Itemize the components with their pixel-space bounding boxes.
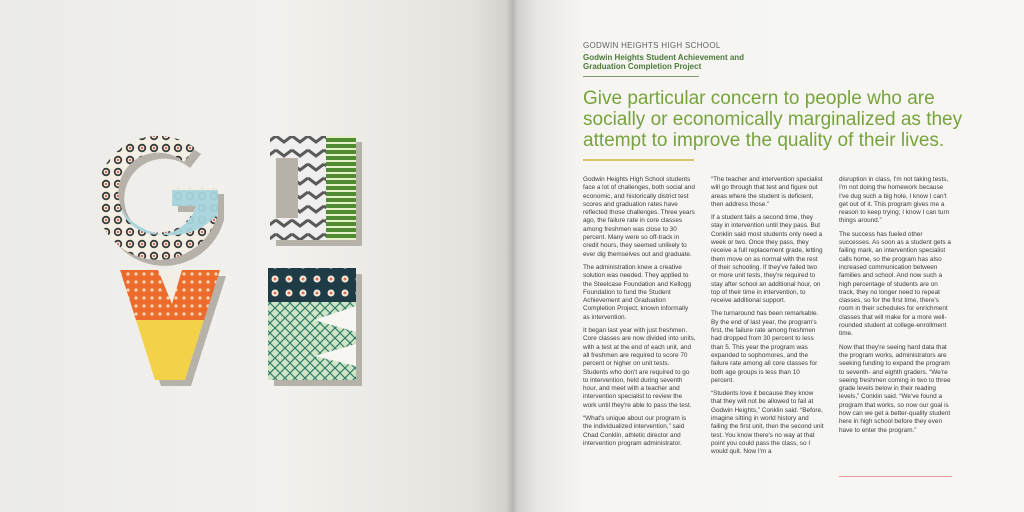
paragraph: The turnaround has been remarkable. By the end of last year, the program's first, the failure rate among freshmen had dropped from 30 percent to less than 5. This year the program was expanded to sophomores, and the failure rate among all core classes for both age groups is less than 10 percent. [711,310,819,384]
paragraph: The administration knew a creative solution was needed. They applied to the Steelcase Foundation and Kellogg Foundation to fund the Student Achievement and Graduation Completion Project, known informally as intervention. [583,263,692,321]
paragraph: It began last year with just freshmen. Core classes are now divided into units, with a test at the end of each unit, and all freshmen are required to score 70 percent or higher on unit tests. Students who don't are required to go to intervention, held during seventh hour, and meet with a teacher and intervention specialist to review the work until they're able to pass the test. [583,327,696,409]
paragraph: disruption in class, I'm not taking tests, I'm not doing the homework because I've dug such a big hole, I know I can't get out of it. This program gives me a reason to keep trying; I know I can turn things around.” [839,176,950,225]
project-title: Godwin Heights Student Achievement and Graduation Completion Project [583,53,745,71]
letter-g [100,136,224,266]
paragraph: “What's unique about our program is the individualized intervention,” said Chad Conklin, athletic director and intervention program administrator. [583,415,687,447]
paragraph: The success has fueled other successes. As soon as a student gets a failing mark, an intervention specialist calls home, so the program has also increased communication between families and school. And now such a high percentage of students are on track, they no longer need to repeat classes, so for the first time, there's room in their schedules for enrichment classes that will make for a more well-rounded student at college-enrollment time. [839,230,951,338]
rule-top [583,76,699,77]
body-column-1 [583,176,696,453]
pull-quote: Give particular concern to people who are socially or economically marginalized as they attempt to improve the quality of their lives. [583,88,963,151]
school-name: GODWIN HEIGHTS HIGH SCHOOL [583,41,721,50]
letter-v [120,270,226,386]
body-column-3 [839,176,952,440]
letter-i [270,136,362,246]
page-gutter [506,0,518,512]
paragraph: “Students love it because they know that they will not be allowed to fail at Godwin Heights,” Conklin said. “Before, imagine sitting in world history and failing the first unit, then the second unit test. You know there's no way at that point you could pass the class, so I would quit. Now I'm a [711,390,824,456]
rule-mid [583,159,694,161]
give-letters-photo [100,118,380,398]
paragraph: Godwin Heights High School students face a lot of challenges, both social and economic, and historically district test scores and graduation rates have reflected those challenges. Three years ago, the failure rate in core classes among freshmen was close to 30 percent. Many were so off-track in credit hours, they seemed unlikely to ever dig themselves out and graduate. [583,176,695,258]
paragraph: Now that they're seeing hard data that the program works, administrators are seeking funding to expand the program to seventh- and eighth graders. “We're seeing freshmen coming in two to three grade levels below in their reading levels,” Conklin said. “We've found a program that works, so now our goal is how can we get a better-quality student here in high school before they even have to enter the program.” [839,343,951,434]
letter-e [268,268,362,386]
rule-end [839,476,952,477]
paragraph: If a student fails a second time, they stay in intervention until they pass. But Conklin said most students only need a week or two. Once they pass, they receive a full replacement grade, letting them move on as normal with the rest of their schooling. If they've failed two or more unit tests, they're required to stay after school an additional hour, on top of their time in intervention, to receive additional support. [711,214,823,305]
paragraph: “The teacher and intervention specialist will go through that test and figure out areas where the student is deficient, then address those.” [711,176,823,208]
body-column-2 [711,176,824,462]
